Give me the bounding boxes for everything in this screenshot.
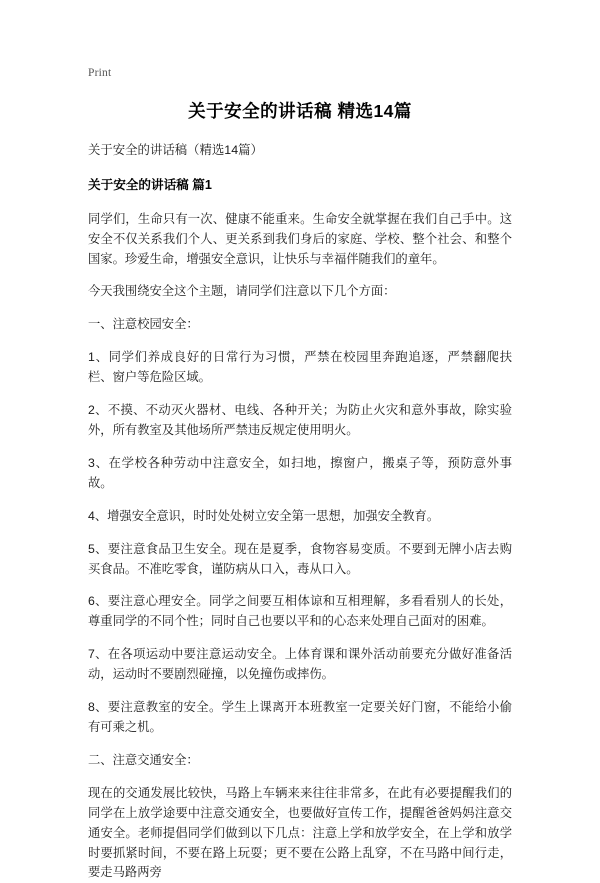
- paragraph: 8、要注意教室的安全。学生上课离开本班教室一定要关好门窗，不能给小偷有可乘之机。: [88, 700, 512, 734]
- paragraph: 现在的交通发展比较快，马路上车辆来来往往非常多，在此有必要提醒我们的同学在上放学途要中注意交通安全，也要做好宣传工作，提醒爸爸妈妈注意交通安全。老师提倡同学们做到以下几点：注意上学和放学安全，在上学和放学时要抓紧时间，不要在路上玩耍；更不要在公路上乱穿，不在马路中间行走，要走马路两旁: [88, 785, 512, 880]
- paragraph: 1、同学们养成良好的日常行为习惯，严禁在校园里奔跑追逐，严禁翻爬扶栏、窗户等危险区域。: [88, 350, 512, 385]
- paragraph: 4、增强安全意识，时时处处树立安全第一思想，加强安全教育。: [88, 508, 440, 523]
- paragraph: 同学们，生命只有一次、健康不能重来。生命安全就掌握在我们自己手中。这安全不仅关系我们个人、更关系到我们身后的家庭、学校、整个社会、和整个国家。珍爱生命，增强安全意识，让快乐与幸福伴随我们的童年。: [88, 211, 512, 266]
- print-link[interactable]: Print: [88, 67, 112, 79]
- paragraph: 6、要注意心理安全。同学之间要互相体谅和互相理解，多看看别人的长处，尊重同学的不同个性；同时自己也要以平和的心态来处理自己面对的困难。: [88, 594, 512, 629]
- article-heading: 关于安全的讲话稿 篇1: [88, 177, 212, 192]
- page-title: 关于安全的讲话稿 精选14篇: [188, 100, 412, 121]
- paragraph: 2、不摸、不动灭火器材、电线、各种开关；为防止火灾和意外事故，除实验外，所有教室及其他场所严禁违反规定使用明火。: [88, 403, 512, 437]
- paragraph: 3、在学校各种劳动中注意安全，如扫地，擦窗户，搬桌子等，预防意外事故。: [88, 455, 512, 490]
- document-subtitle: 关于安全的讲话稿（精选14篇）: [88, 143, 263, 158]
- paragraph: 7、在各项运动中要注意运动安全。上体育课和课外活动前要充分做好准备活动，运动时不要剧烈碰撞，以免撞伤或摔伤。: [88, 647, 512, 682]
- paragraph: 一、注意校园安全：: [88, 317, 199, 332]
- paragraph: 5、要注意食品卫生安全。现在是夏季，食物容易变质。不要到无牌小店去购买食品。不准吃零食，谨防病从口入，毒从口入。: [88, 541, 512, 576]
- paragraph: 今天我围绕安全这个主题，请同学们注意以下几个方面：: [88, 284, 396, 299]
- paragraph: 二、注意交通安全：: [88, 752, 199, 767]
